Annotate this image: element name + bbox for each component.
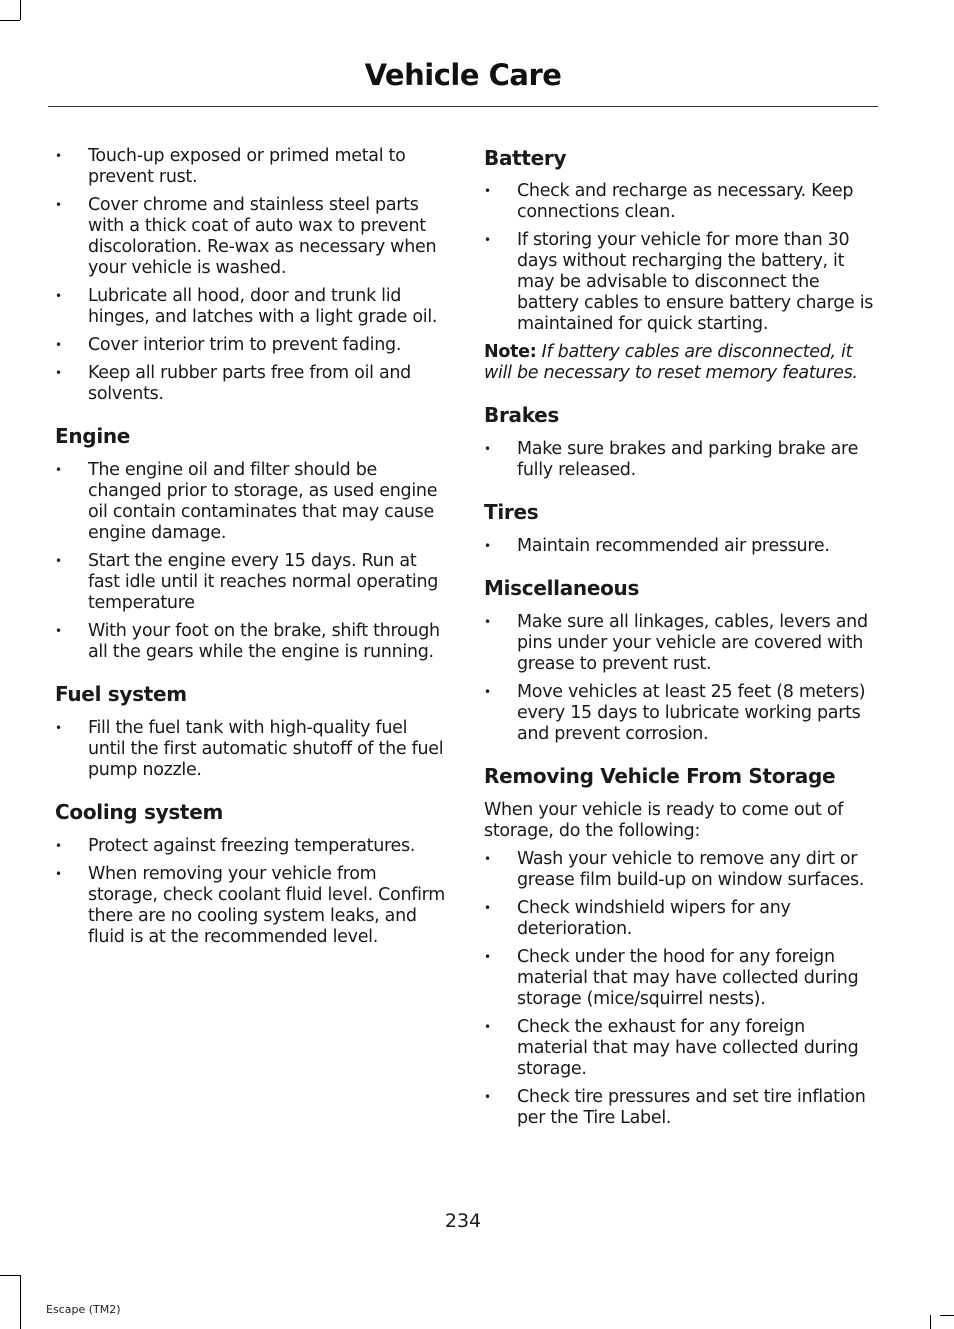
list-item: • Keep all rubber parts free from oil and solvents. [55,363,445,405]
removing-storage-list [484,849,876,1129]
list-item: • Fill the fuel tank with high-quality fuel until the first automatic shutoff of the fuel pump nozzle. [55,718,445,781]
engine-list [55,460,445,663]
page-title: Vehicle Care [364,58,562,92]
note-text: If battery cables are disconnected, it will be necessary to reset memory features. [484,342,858,383]
battery-list [484,181,876,335]
list-item: • Check under the hood for any foreign material that may have collected during storage (mice/squirrel nests). [484,947,876,1010]
list-item: • If storing your vehicle for more than 30 days without recharging the battery, it may be advisable to disconnect the battery cables to ensure battery charge is maintained for quick starting. [484,230,876,335]
page-number: 234 [444,1210,482,1232]
brakes-list [484,439,876,481]
engine-heading: Engine [55,424,131,448]
fuel-system-list [55,718,445,781]
list-item: • With your foot on the brake, shift through all the gears while the engine is running. [55,621,445,663]
miscellaneous-heading: Miscellaneous [484,576,640,600]
list-item: • When removing your vehicle from storage, check coolant fluid level. Confirm there are no cooling system leaks, and fluid is at the recommended level. [55,864,445,948]
list-item: • Maintain recommended air pressure. [484,536,876,557]
list-item: • Cover chrome and stainless steel parts with a thick coat of auto wax to prevent discoloration. Re-wax as necessary when your vehicle is washed. [55,195,445,279]
fuel-system-heading: Fuel system [55,682,187,706]
removing-storage-heading: Removing Vehicle From Storage [484,764,836,788]
list-item: • Lubricate all hood, door and trunk lid hinges, and latches with a light grade oil. [55,286,445,328]
list-item: • Make sure all linkages, cables, levers and pins under your vehicle are covered with grease to prevent rust. [484,612,876,675]
crop-mark [0,20,20,21]
brakes-heading: Brakes [484,403,560,427]
list-item: • Protect against freezing temperatures. [55,836,445,857]
crop-mark [20,1275,21,1329]
header-rule [48,106,878,107]
removing-intro: When your vehicle is ready to come out of storage, do the following: [484,800,844,841]
crop-mark [20,0,21,20]
list-item: • Check windshield wipers for any deterioration. [484,898,876,940]
battery-note [484,342,876,384]
note-label: Note: [484,342,537,362]
crop-mark [0,1275,20,1276]
list-item: • Make sure brakes and parking brake are fully released. [484,439,876,481]
crop-mark [930,1315,931,1329]
list-item: • Check the exhaust for any foreign material that may have collected during storage. [484,1017,876,1080]
list-item: • Wash your vehicle to remove any dirt or grease film build-up on window surfaces. [484,849,876,891]
cooling-system-heading: Cooling system [55,800,223,824]
tires-heading: Tires [484,500,539,524]
right-column [484,146,876,1136]
cooling-system-list [55,836,445,948]
miscellaneous-list [484,612,876,745]
battery-heading: Battery [484,146,567,170]
crop-mark [940,1315,954,1316]
list-item: • Check and recharge as necessary. Keep connections clean. [484,181,876,223]
tires-list [484,536,876,557]
left-column [55,146,445,955]
list-item: • Touch-up exposed or primed metal to prevent rust. [55,146,445,188]
footer-label: Escape (TM2) [46,1303,121,1316]
storage-intro-list [55,146,445,405]
list-item: • Check tire pressures and set tire inflation per the Tire Label. [484,1087,876,1129]
list-item: • Start the engine every 15 days. Run at fast idle until it reaches normal operating temperature [55,551,445,614]
list-item: • Move vehicles at least 25 feet (8 meters) every 15 days to lubricate working parts and prevent corrosion. [484,682,876,745]
list-item: • Cover interior trim to prevent fading. [55,335,445,356]
list-item: • The engine oil and filter should be changed prior to storage, as used engine oil contain contaminates that may cause engine damage. [55,460,445,544]
